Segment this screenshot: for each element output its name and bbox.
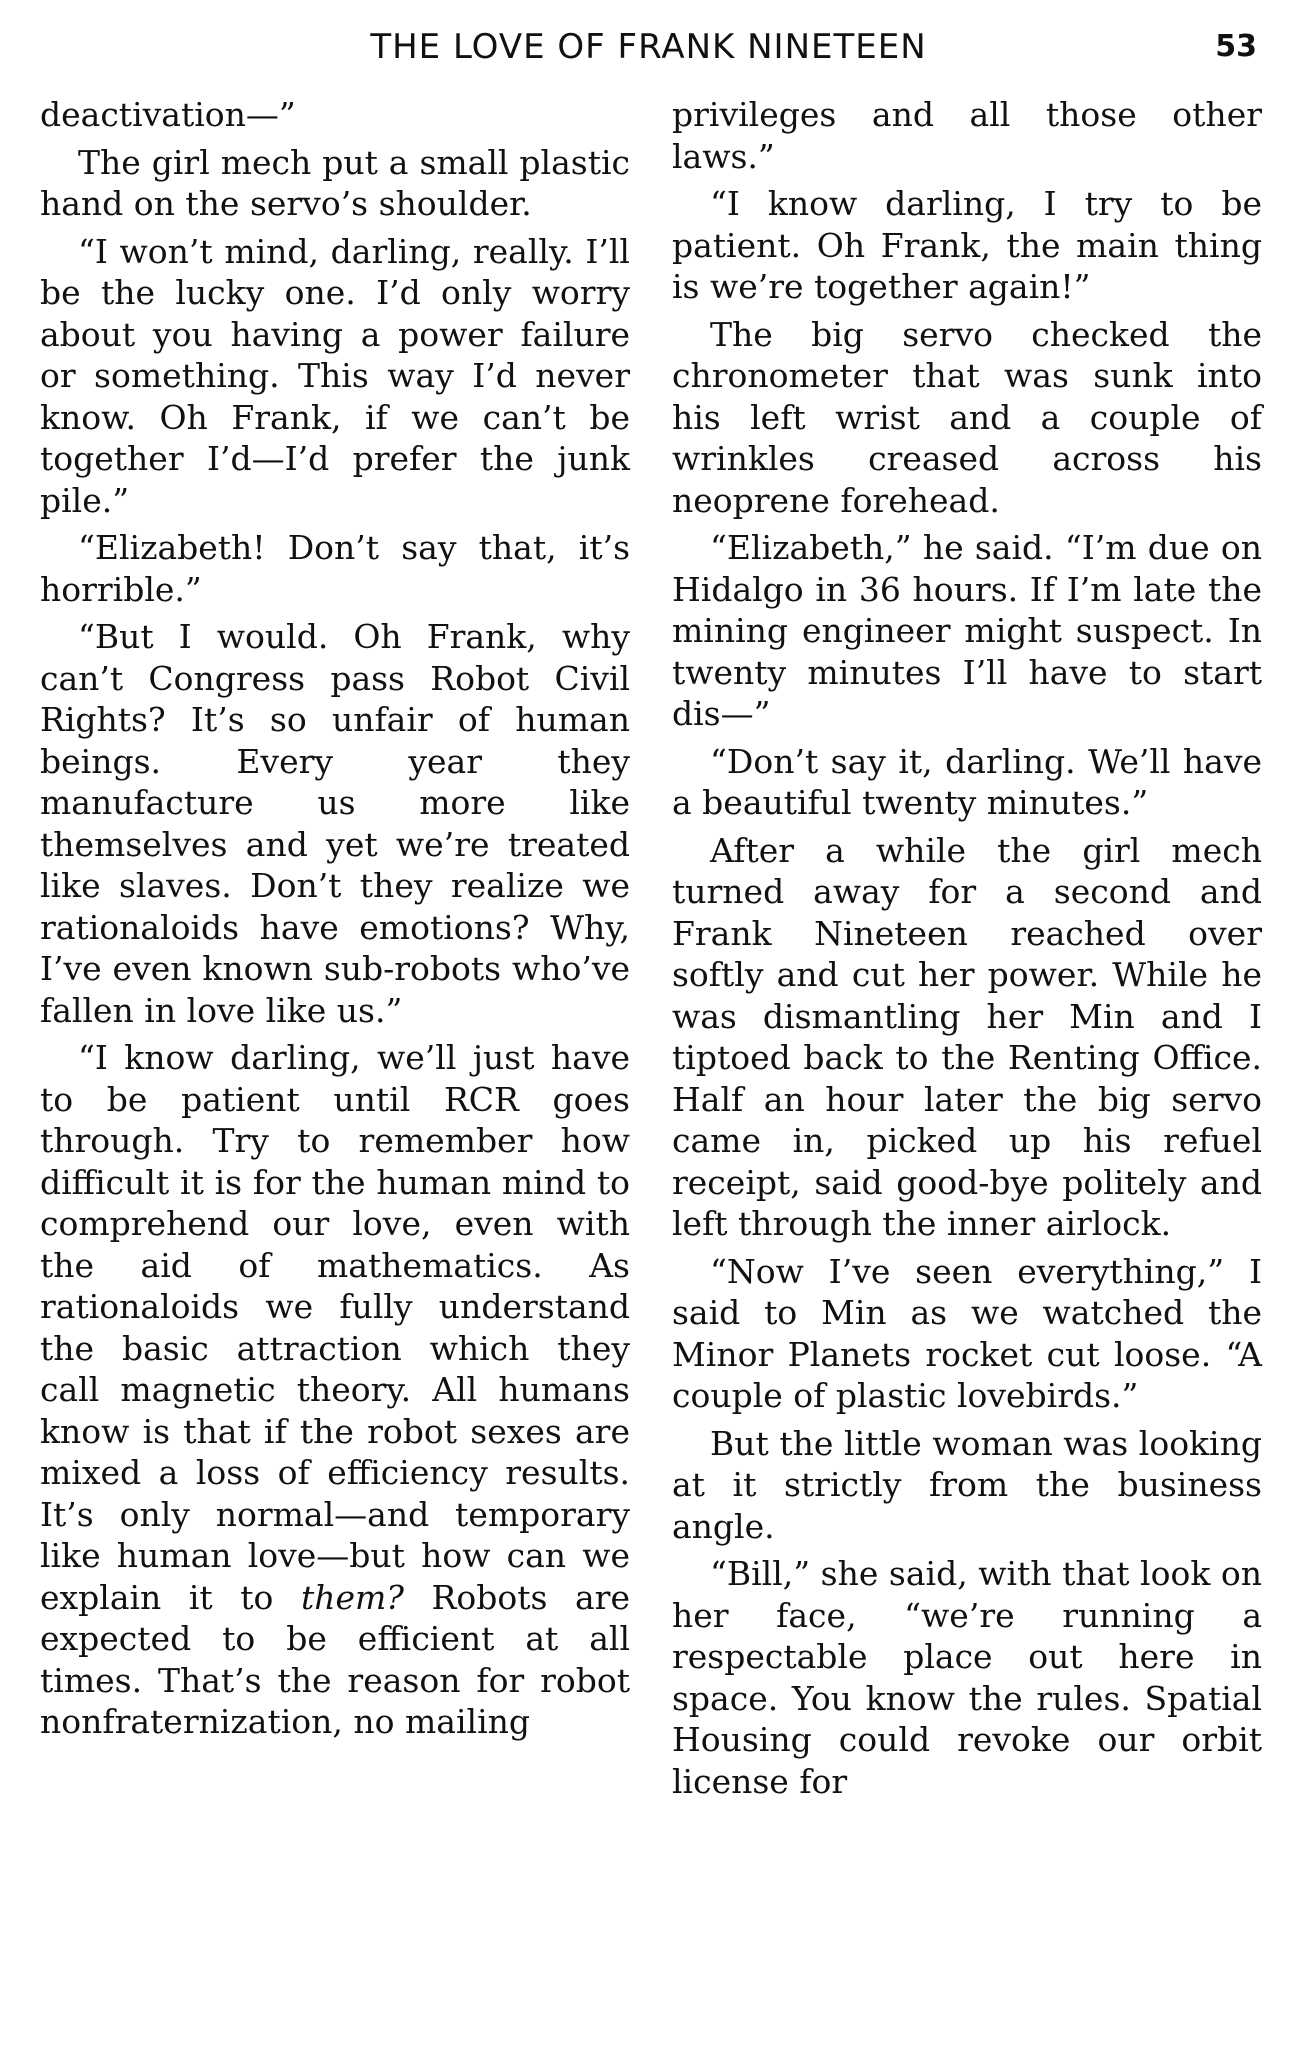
left-column [40,94,630,1749]
paragraph: “Elizabeth! Don’t say that, it’s horrible.” [40,528,630,609]
paragraph: The girl mech put a small plastic hand on the servo’s shoulder. [40,142,630,223]
paragraph [40,1037,630,1743]
paragraph: deactivation—” [40,95,296,134]
paragraph: “I know darling, I try to be patient. Oh Frank, the main thing is we’re together again!” [672,184,1262,306]
paragraph: The big servo checked the chronometer that was sunk into his left wrist and a couple of wrinkles creased across his neoprene forehead. [672,314,1262,520]
page-number: 53 [1215,29,1257,64]
paragraph: “Now I’ve seen everything,” I said to Min as we watched the Minor Planets rocket cut loose. “A couple of plastic lovebirds.” [672,1251,1262,1415]
paragraph-text: Robots are expected to be efficient at all times. That’s the reason for robot nonfraternization, no mailing [40,1577,630,1741]
paragraph: “Don’t say it, darling. We’ll have a beautiful twenty minutes.” [672,741,1262,822]
paragraph: “Elizabeth,” he said. “I’m due on Hidalgo in 36 hours. If I’m late the mining engineer might suspect. In twenty minutes I’ll have to start dis—” [672,528,1262,733]
paragraph: “Bill,” she said, with that look on her face, “we’re running a respectable place out here in space. You know the rules. Spatial Housing could revoke our orbit license for [672,1554,1262,1801]
paragraph: After a while the girl mech turned away for a second and Frank Nineteen reached over softly and cut her power. While he was dismantling her Min and I tiptoed back to the Renting Office. Half an hour later the big servo came in, picked up his refuel receipt, said good-bye politely and left through the inner airlock. [672,830,1262,1243]
emphasized-word: them? [300,1577,404,1617]
paragraph: “But I would. Oh Frank, why can’t Congress pass Robot Civil Rights? It’s so unfair of human beings. Every year they manufacture us more like themselves and yet we’re treated like slaves. Don’t they realize we rationaloids have emotions? Why, I’ve even known sub-robots who’ve fallen in love like us.” [40,617,630,1030]
running-title: THE LOVE OF FRANK NINETEEN [370,27,927,67]
paragraph: “I won’t mind, darling, really. I’ll be the lucky one. I’d only worry about you having a power failure or something. This way I’d never know. Oh Frank, if we can’t be together I’d—I’d prefer the junk pile.” [40,231,630,520]
paragraph-text: “I know darling, we’ll just have to be patient until RCR goes through. Try to remember how difficult it is for the human mind to comprehend our love, even with the aid of mathematics. As rationaloids we fully understand the basic attraction which they call magnetic theory. All humans know is that if the robot sexes are mixed a loss of efficiency results. It’s only normal—and temporary like human love—but how can we explain it to [40,1038,630,1617]
right-column [672,94,1262,1808]
paragraph: privileges and all those other laws.” [672,95,1262,176]
paragraph: But the little woman was looking at it strictly from the business angle. [672,1423,1262,1546]
page-header [40,24,1257,70]
